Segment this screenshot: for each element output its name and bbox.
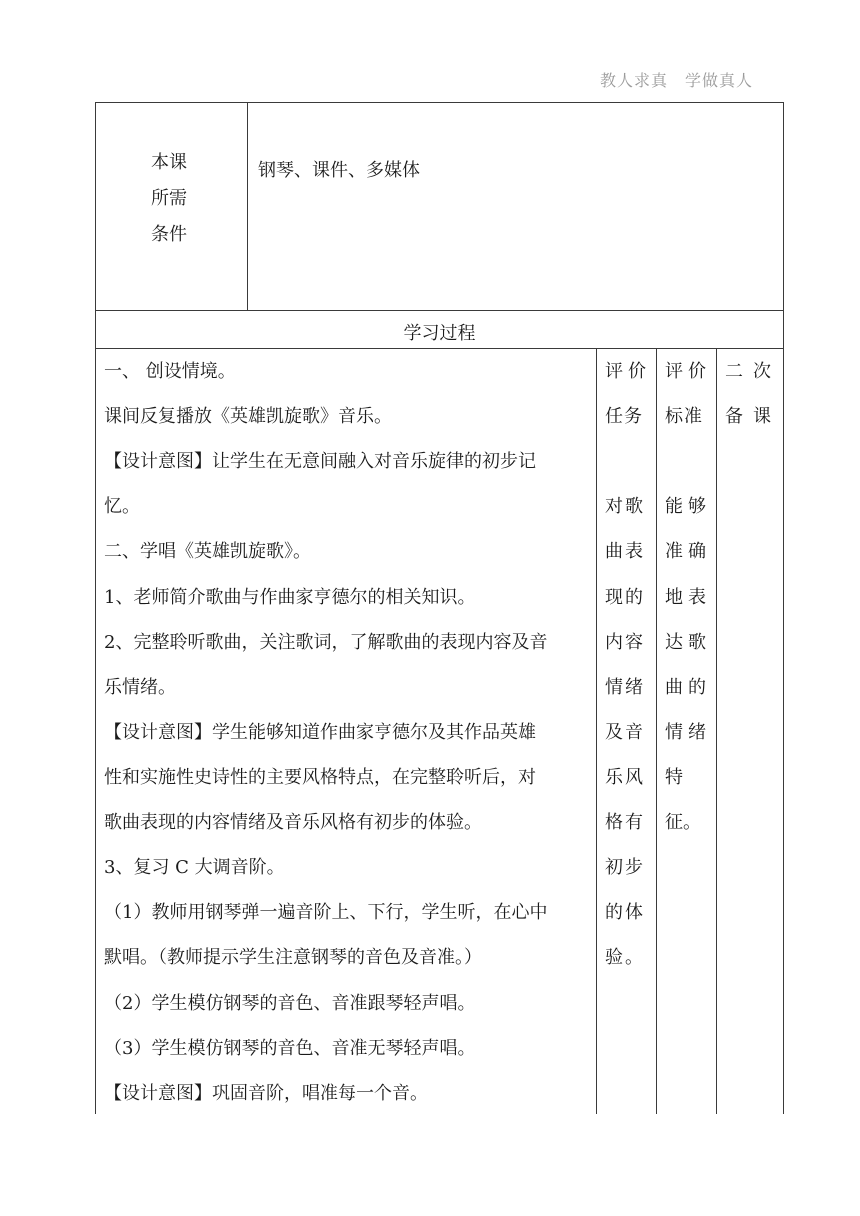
content-line: 【设计意图】让学生在无意间融入对音乐旋律的初步记 [104, 451, 536, 472]
eval-task-line: 初步 [605, 857, 645, 878]
eval-standard-line: 准确 [665, 541, 711, 562]
eval-task-line: 及音 [605, 722, 645, 743]
conditions-label-line: 所需 [151, 188, 187, 209]
content-line: （2）学生模仿钢琴的音色、音准跟琴轻声唱。 [104, 993, 476, 1014]
eval-standard-line: 地表 [665, 587, 711, 608]
eval-task-line: 对歌 [605, 496, 645, 517]
secondary-prep-header: 二次 [725, 361, 781, 382]
eval-task-line: 格有 [605, 812, 645, 833]
column-divider-secondary-prep [716, 348, 717, 1114]
eval-task-line: 曲表 [605, 541, 645, 562]
content-line: 3、复习 C 大调音阶。 [104, 857, 285, 878]
conditions-divider-vertical [247, 102, 248, 310]
conditions-label-line: 本课 [151, 152, 187, 173]
header-motto: 教人求真 学做真人 [600, 71, 754, 90]
content-line: 二、学唱《英雄凯旋歌》。 [104, 541, 311, 562]
process-title: 学习过程 [403, 323, 476, 344]
content-line: 乐情绪。 [104, 677, 176, 698]
table-border-top [95, 102, 784, 103]
column-divider-eval-task [596, 348, 597, 1114]
eval-standard-line: 曲的 [665, 677, 711, 698]
content-line: 一、 创设情境。 [104, 361, 236, 382]
content-line: 【设计意图】巩固音阶，唱准每一个音。 [104, 1083, 428, 1104]
column-divider-eval-standard [656, 348, 657, 1114]
eval-standard-line: 达歌 [665, 632, 711, 653]
eval-standard-line: 情绪 [665, 722, 711, 743]
eval-standard-header: 标准 [665, 406, 703, 427]
eval-task-line: 验。 [605, 947, 645, 968]
row-divider-1 [95, 310, 784, 311]
content-line: 【设计意图】学生能够知道作曲家亨德尔及其作品英雄 [104, 722, 536, 743]
content-line: 默唱。（教师提示学生注意钢琴的音色及音准。） [104, 947, 482, 968]
content-line: （3）学生模仿钢琴的音色、音准无琴轻声唱。 [104, 1038, 476, 1059]
table-border-left [95, 102, 96, 1114]
content-line: 歌曲表现的内容情绪及音乐风格有初步的体验。 [104, 812, 482, 833]
conditions-content: 钢琴、课件、多媒体 [258, 160, 420, 181]
eval-task-header: 评价 [605, 361, 651, 382]
content-line: 2、完整聆听歌曲，关注歌词，了解歌曲的表现内容及音 [104, 632, 548, 653]
eval-task-line: 内容 [605, 632, 645, 653]
eval-task-line: 情绪 [605, 677, 645, 698]
conditions-label-line: 条件 [151, 224, 187, 245]
eval-standard-line: 征。 [665, 812, 701, 833]
eval-task-line: 的体 [605, 902, 645, 923]
eval-standard-header: 评价 [665, 361, 711, 382]
eval-task-header: 任务 [605, 406, 643, 427]
table-border-right [783, 102, 784, 1114]
content-line: 忆。 [104, 496, 140, 517]
eval-task-line: 现的 [605, 587, 645, 608]
secondary-prep-header: 备课 [725, 406, 781, 427]
content-line: 性和实施性史诗性的主要风格特点，在完整聆听后，对 [104, 767, 536, 788]
eval-task-line: 乐风 [605, 767, 645, 788]
row-divider-2 [95, 348, 784, 349]
eval-standard-line: 特 [665, 767, 683, 788]
content-line: 1、老师简介歌曲与作曲家亨德尔的相关知识。 [104, 587, 476, 608]
eval-standard-line: 能够 [665, 496, 711, 517]
content-line: （1）教师用钢琴弹一遍音阶上、下行，学生听，在心中 [104, 902, 548, 923]
content-line: 课间反复播放《英雄凯旋歌》音乐。 [104, 406, 392, 427]
